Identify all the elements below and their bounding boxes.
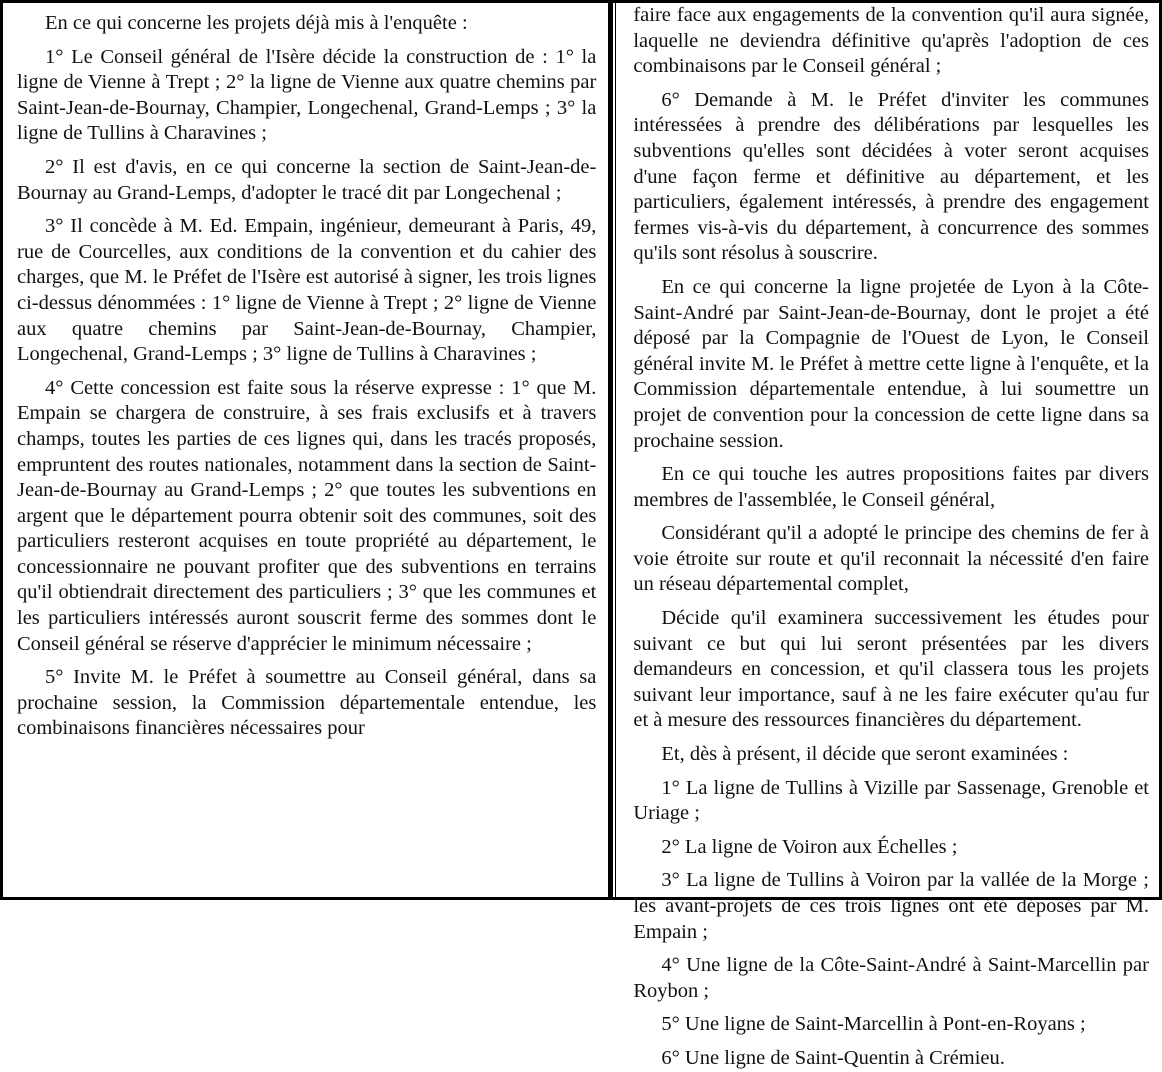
paragraph: Considérant qu'il a adopté le principe des chemins de fer à voie étroite sur route et qu'il reconnait la nécessité d'en faire un réseau départemental complet, [633, 522, 1149, 596]
paragraph: 1° Le Conseil général de l'Isère décide la construction de : 1° la ligne de Vienne à Trept ; 2° la ligne de Vienne aux quatre chemins par Saint-Jean-de-Bournay, Champier, Longechenal, Grand-Lemps ; 3° la ligne de Tullins à Charavines ; [17, 45, 597, 145]
paragraph: En ce qui concerne les projets déjà mis à l'enquête : [45, 12, 468, 34]
list-item: 3° La ligne de Tullins à Voiron par la vallée de la Morge ; les avant-projets de ces trois lignes ont été déposés par M. Empain ; [633, 869, 1149, 943]
paragraph: En ce qui concerne la ligne projetée de Lyon à la Côte-Saint-André par Saint-Jean-de-Bournay, dont le projet a été déposé par la Compagnie de l'Ouest de Lyon, le Conseil général invite M. le Préfet à mettre cette ligne à l'enquête, et la Commission départementale entendue, à lui soumettre un projet de convention pour la concession de cette ligne dans sa prochaine session. [633, 275, 1149, 452]
paragraph-continuation: faire face aux engagements de la convention qu'il aura signée, laquelle ne deviendra définitive qu'après l'adoption de ces combinaisons par le Conseil général ; [633, 4, 1149, 78]
paragraph: En ce qui touche les autres propositions faites par divers membres de l'assemblée, le Conseil général, [633, 463, 1149, 511]
paragraph: Et, dès à présent, il décide que seront examinées : [661, 743, 1069, 766]
list-item: 5° Une ligne de Saint-Marcellin à Pont-en-Royans ; [661, 1013, 1086, 1036]
list-item: 6° Une ligne de Saint-Quentin à Crémieu. [661, 1046, 1005, 1069]
paragraph: 6° Demande à M. le Préfet d'inviter les communes intéressées à prendre des délibérations par lesquelles les subventions qu'elles sont décidées à voter seront acquises d'une façon ferme et définitive au département, et les particuliers, également intéressés, à prendre des engagement fermes vis-à-vis du département, à concurrence des sommes qu'ils sont résolus à souscrire. [633, 88, 1149, 265]
left-column [3, 3, 608, 897]
paragraph: 5° Invite M. le Préfet à soumettre au Conseil général, dans sa prochaine session, la Commission départementale entendue, les combinaisons financières nécessaires pour [17, 666, 597, 740]
paragraph: 3° Il concède à M. Ed. Empain, ingénieur, demeurant à Paris, 49, rue de Courcelles, aux conditions de la convention et du cahier des charges, que M. le Préfet de l'Isère est autorisé à signer, les trois lignes ci-dessus dénommées : 1° ligne de Vienne à Trept ; 2° ligne de Vienne aux quatre chemins par Saint-Jean-de-Bournay, Champier, Longechenal, Grand-Lemps ; 3° ligne de Tullins à Charavines ; [17, 215, 597, 366]
paragraph: 4° Cette concession est faite sous la réserve expresse : 1° que M. Empain se chargera de construire, à ses frais exclusifs et à travers champs, toutes les parties de ces lignes qui, dans les tracés proposés, empruntent des routes nationales, notamment dans la section de Saint-Jean-de-Bournay au Grand-Lemps ; 2° que toutes les subventions en argent que le département pourra obtenir soit des communes, soit des particuliers resteront acquises en toute propriété au département, le concessionnaire ne pouvant profiter que des subventions en terrains qu'il obtiendrait directement des particuliers ; 3° que les communes et les particuliers intéressés auront souscrit ferme des sommes dont le Conseil général se réserve d'apprécier le minimum nécessaire ; [17, 376, 597, 655]
paragraph: Décide qu'il examinera successivement les études pour suivant ce but qui lui seront présentées par les divers demandeurs en concession, et qu'il classera tous les projets suivant leur importance, sauf à ne les faire exécuter qu'au fur et à mesure des ressources financières du département. [633, 607, 1149, 732]
list-item: 2° La ligne de Voiron aux Échelles ; [661, 835, 958, 858]
paragraph: 2° Il est d'avis, en ce qui concerne la section de Saint-Jean-de-Bournay au Grand-Lemps, d'adopter le tracé dit par Longechenal ; [17, 155, 597, 204]
list-item: 1° La ligne de Tullins à Vizille par Sassenage, Grenoble et Uriage ; [633, 776, 1149, 825]
right-column [613, 3, 1159, 1069]
list-item: 4° Une ligne de la Côte-Saint-André à Saint-Marcellin par Roybon ; [633, 954, 1149, 1002]
